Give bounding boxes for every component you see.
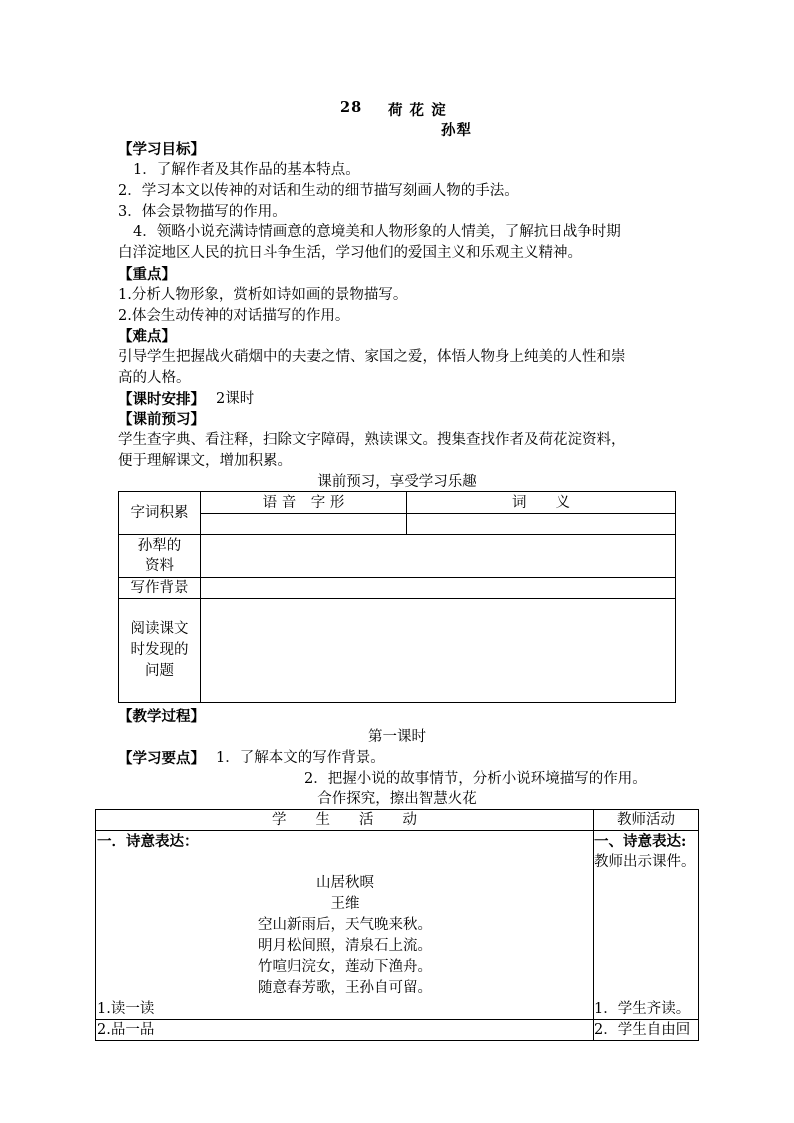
objectives-heading: 【学习目标】: [118, 141, 205, 158]
row-label-author-info: 孙犁的资料: [119, 535, 201, 578]
poem-line: 空山新雨后，天气晚来秋。: [258, 917, 432, 933]
learning-key-item: 2．把握小说的故事情节，分析小说环境描写的作用。: [304, 771, 647, 787]
learning-key-heading: 【学习要点】: [118, 750, 205, 767]
student-activity-cell: [96, 831, 594, 1038]
background-cell[interactable]: [201, 578, 676, 599]
difficulties-line: 引导学生把握战火硝烟中的夫妻之情、家国之爱，体悟人物身上纯美的人性和崇: [118, 349, 626, 365]
poem-line: 明月松间照，清泉石上流。: [258, 938, 432, 954]
teacher-activity-cell: [594, 831, 699, 1038]
preview-line: 便于理解课文，增加积累。: [118, 453, 292, 469]
learning-key-item: 1．了解本文的写作背景。: [216, 750, 385, 766]
key-points-heading: 【重点】: [118, 266, 176, 283]
preview-line: 学生查字典、看注释，扫除文字障碍，熟读课文。搜集查找作者及荷花淀资料，: [118, 432, 626, 448]
pronunciation-cell[interactable]: [201, 514, 407, 535]
poem-author: 王维: [330, 896, 360, 912]
key-point-item: 2.体会生动传神的对话描写的作用。: [118, 308, 350, 324]
preview-table: [118, 491, 676, 703]
author-name: 孙犁: [441, 122, 472, 139]
preview-table-caption: 课前预习，享受学习乐趣: [317, 474, 477, 490]
student-activity-cell-continued: [96, 1020, 594, 1041]
objective-item: 1．了解作者及其作品的基本特点。: [133, 162, 360, 178]
period-title: 第一课时: [368, 729, 426, 745]
teacher-task: 1．学生齐读。: [594, 1001, 691, 1017]
process-heading: 【教学过程】: [118, 708, 205, 725]
teacher-task: 2．学生自由回: [594, 1022, 691, 1038]
student-task: 1.读一读: [97, 1001, 155, 1017]
preview-heading: 【课前预习】: [118, 411, 205, 428]
lesson-title: 荷 花 淀: [388, 102, 447, 119]
poem-title: 山居秋暝: [316, 875, 374, 891]
schedule-heading: 【课时安排】: [118, 391, 205, 408]
poem-line: 竹喧归浣女，莲动下渔舟。: [258, 959, 432, 975]
row-label-vocabulary: 字词积累: [119, 492, 201, 535]
meaning-cell[interactable]: [407, 514, 676, 535]
activity-table-caption: 合作探究，擦出智慧火花: [317, 791, 477, 807]
objective-item: 2．学习本文以传神的对话和生动的细节描写刻画人物的手法。: [118, 183, 519, 199]
author-info-cell[interactable]: [201, 535, 676, 578]
row-label-background: 写作背景: [119, 578, 201, 599]
teacher-section-heading: 一、诗意表达:: [594, 833, 687, 850]
col-header-pronunciation: 语 音 字 形: [201, 492, 407, 514]
poem-line: 随意春芳歌，王孙自可留。: [258, 980, 432, 996]
difficulties-line: 高的人格。: [118, 370, 191, 386]
lesson-number: 28: [340, 99, 363, 116]
objective-item: 4．领略小说充满诗情画意的意境美和人物形象的人情美，了解抗日战争时期: [133, 224, 621, 240]
col-header-student-activity: 学 生 活 动: [96, 810, 594, 831]
row-label-questions: 阅读课文时发现的问题: [119, 599, 201, 703]
col-header-meaning: 词 义: [407, 492, 676, 514]
difficulties-heading: 【难点】: [118, 328, 176, 345]
col-header-teacher-activity: 教师活动: [594, 810, 699, 831]
questions-cell[interactable]: [201, 599, 676, 703]
student-task: 2.品一品: [97, 1022, 155, 1038]
objective-item: 3．体会景物描写的作用。: [118, 204, 287, 220]
objective-item: 白洋淀地区人民的抗日斗争生活，学习他们的爱国主义和乐观主义精神。: [118, 245, 582, 261]
key-point-item: 1.分析人物形象，赏析如诗如画的景物描写。: [118, 287, 408, 303]
schedule-value: 2课时: [216, 391, 255, 407]
activity-table: [95, 809, 699, 1041]
student-section-heading: 一．诗意表达：: [97, 833, 199, 850]
teacher-note: 教师出示课件。: [594, 854, 696, 870]
